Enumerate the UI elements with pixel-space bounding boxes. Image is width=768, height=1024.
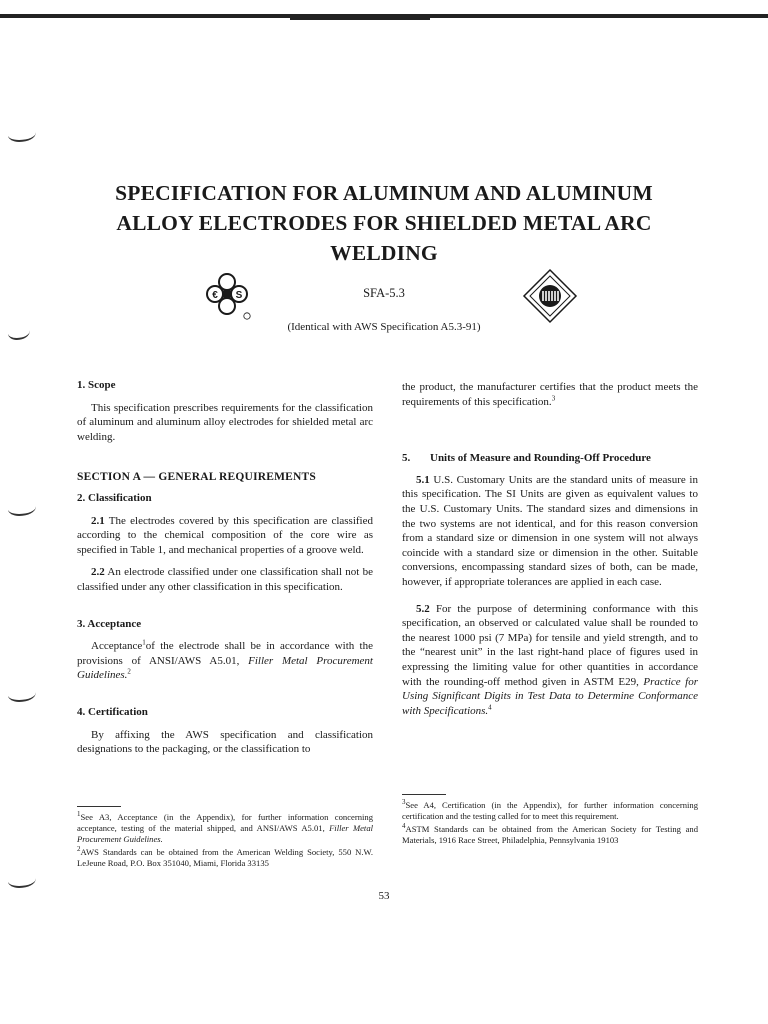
footnote-ref: 4 [488, 703, 492, 712]
paragraph-5-2 [402, 602, 698, 719]
section-number: 5. [402, 452, 411, 465]
footnote-text: AWS Standards can be obtained from the American Welding Society, 550 N.W. LeJeune Road, P.O. Box 351040, Miami, Florida 33135 [77, 847, 373, 868]
paragraph-5-1 [402, 473, 698, 590]
footnote-4 [402, 824, 698, 846]
acceptance-paragraph [77, 639, 373, 683]
footnote-2 [77, 847, 373, 869]
footnotes-left [77, 812, 373, 871]
footnote-text: See A4, Certification (in the Appendix), for further information concerning certification and the testing called for to meet this requirement. [402, 800, 698, 821]
paragraph-citation: Practice for Using Significant Digits in Test Data to Determine Conformance with Specifications. [402, 675, 698, 717]
scope-heading: 1. Scope [77, 379, 116, 391]
document-title [60, 178, 708, 268]
units-heading [402, 451, 698, 466]
paragraph-number: 5.1 [416, 473, 430, 486]
page-number: 53 [378, 890, 390, 902]
footnote-3 [402, 800, 698, 822]
certification-continuation [402, 380, 698, 409]
footnote-1 [77, 812, 373, 845]
paragraph-number: 2.1 [91, 514, 105, 527]
asme-stamp-logo [202, 270, 252, 320]
paragraph-text: An electrode classified under one classification shall not be classified under any other classification in this specification. [77, 566, 373, 593]
footnote-text: ASTM Standards can be obtained from the American Society for Testing and Materials, 1916 Race Street, Philadelphia, Pennsylvania 19103 [402, 824, 698, 845]
paragraph-2-2 [77, 565, 373, 594]
identical-note: (Identical with AWS Specification A5.3-91) [287, 321, 481, 333]
footnote-marker: 2 [77, 845, 81, 854]
acceptance-heading: 3. Acceptance [77, 617, 142, 630]
certification-paragraph: By affixing the AWS specification and classification designations to the packaging, or the classification to [77, 728, 373, 756]
footnote-marker: 3 [402, 798, 406, 807]
paragraph-text: For the purpose of determining conformance with this specification, an observed or calculated value shall be rounded to the nearest 1000 psi (7 MPa) for tensile and yield strength, and to the “nearest unit” in the last right-hand place of figures used in expressing the limiting value for other quantities in accordance with the rounding-off method given in ASTM E29, [402, 602, 698, 688]
title-line: SPECIFICATION FOR ALUMINUM AND ALUMINUM [115, 181, 653, 205]
aws-diamond-logo [522, 268, 578, 324]
section-title: Units of Measure and Rounding-Off Procedure [430, 452, 651, 465]
paragraph-text: U.S. Customary Units are the standard units of measure in this specification. The SI Units are given as equivalent values to the U.S. Customary Units. The standard sizes and dimensions in the two systems are not identical, and for this reason conversion from a standard size or dimension in one system will not always coincide with a standard size or dimension in the other. Suitable conversions, encompassing standard sizes of both, can be made, however, if appropriate tolerances are applied in each case. [402, 473, 698, 588]
paragraph-text: The electrodes covered by this specification are classified according to the chemical composition of the core wire as specified in Table 1, and mechanical properties of a groove weld. [77, 514, 373, 556]
acceptance-text: Acceptance [91, 640, 143, 653]
margin-mark [8, 686, 36, 702]
svg-text:€: € [212, 290, 218, 301]
footnote-text: See A3, Acceptance (in the Appendix), for further information concerning acceptance, testing of the material shipped, and ANSI/AWS A5.01, [77, 812, 373, 833]
certification-heading: 4. Certification [77, 705, 148, 718]
footnote-citation: Filler Metal Procurement Guidelines. [77, 823, 374, 844]
continuation-text: the product, the manufacturer certifies that the product meets the requirements of this specification. [402, 381, 698, 408]
margin-mark [8, 872, 36, 888]
footnote-ref: 1 [142, 638, 146, 647]
acceptance-text: of the electrode shall be in accordance with the provisions of ANSI/AWS A5.01, [77, 640, 373, 667]
footnotes-right [402, 800, 698, 848]
sfa-number: SFA-5.3 [363, 286, 405, 300]
footnote-marker: 1 [77, 810, 81, 819]
paragraph-number: 5.2 [416, 602, 430, 615]
right-column [402, 380, 698, 718]
top-rule-accent [290, 18, 430, 20]
margin-mark [8, 126, 36, 142]
footnote-ref: 2 [127, 667, 131, 676]
footnote-rule [77, 806, 121, 807]
margin-mark [8, 324, 30, 340]
footnote-rule [402, 794, 446, 795]
footnote-ref: 3 [551, 393, 556, 402]
footnote-marker: 4 [402, 822, 406, 831]
title-line: ALLOY ELECTRODES FOR SHIELDED METAL ARC [116, 211, 652, 235]
section-a-heading: SECTION A — GENERAL REQUIREMENTS [77, 471, 317, 484]
acceptance-citation: Filler Metal Procurement Guidelines. [77, 654, 373, 682]
paragraph-number: 2.2 [91, 566, 105, 579]
title-line: WELDING [330, 241, 438, 265]
svg-text:S: S [235, 290, 243, 301]
scope-paragraph: This specification prescribes requirements for the classification of aluminum and aluminum alloy electrodes for shielded metal arc welding. [77, 401, 373, 443]
margin-mark [8, 500, 36, 516]
paragraph-2-1 [77, 514, 373, 558]
classification-heading: 2. Classification [77, 491, 152, 504]
left-column [77, 378, 373, 757]
